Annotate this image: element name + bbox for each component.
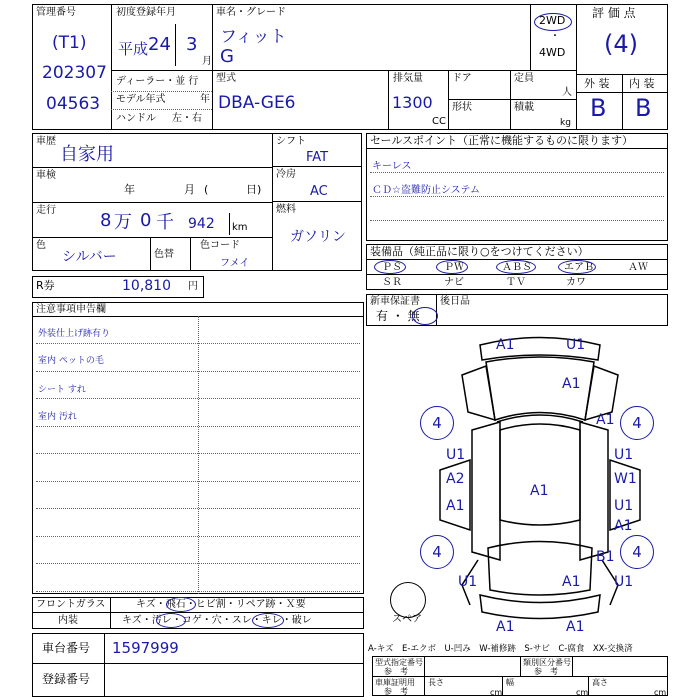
- warranty-opts: 有 ・ 無: [376, 309, 420, 323]
- ref-note: 参 考: [534, 667, 558, 676]
- disp-value: 1300: [392, 93, 433, 112]
- damage-code: A1: [596, 412, 615, 428]
- equip-mark-pw: [436, 260, 468, 274]
- equip-item: カワ: [566, 277, 586, 288]
- glass-label: フロントガラス: [36, 599, 106, 610]
- drive-2wd: 2WD: [539, 14, 566, 27]
- damage-code: A1: [496, 337, 515, 353]
- color-code: フメイ: [220, 258, 250, 269]
- equip-mark-abs: [496, 260, 536, 274]
- history-value: 自家用: [60, 144, 114, 165]
- note-item: 室内 汚れ: [38, 412, 77, 422]
- inspect-year: 年: [124, 183, 135, 196]
- disp-unit: CC: [432, 116, 446, 127]
- inspect-label: 車検: [36, 170, 56, 181]
- wheel-rear-right: 4: [620, 535, 654, 569]
- ref-length: 長さ: [428, 678, 444, 687]
- ref-cm: cm: [576, 688, 589, 697]
- damage-code: A1: [614, 518, 633, 534]
- damage-code: A1: [530, 483, 549, 499]
- mileage-sen-num: 0: [140, 210, 152, 231]
- spare-tire: [390, 582, 426, 618]
- color-change-label: 色替: [154, 249, 174, 260]
- disp-label: 排気量: [393, 73, 423, 84]
- sales-item: ＣＤ☆盗難防止システム: [372, 185, 480, 196]
- inner-text: キズ・汚レ・コゲ・穴・スレ・キレ・破レ: [122, 615, 312, 626]
- damage-code: A2: [446, 471, 465, 487]
- handle-opts: 左・右: [172, 113, 202, 124]
- model-year-label: モデル年式: [116, 94, 166, 105]
- interior-grade: B: [635, 94, 652, 122]
- car-name: フィット: [220, 27, 287, 47]
- capacity-unit: 人: [562, 87, 572, 98]
- mgmt-line2: 202307: [42, 63, 107, 83]
- note-item: シート すれ: [38, 385, 86, 395]
- exterior-grade: B: [590, 94, 607, 122]
- reg-year: 24: [148, 34, 171, 55]
- damage-code: U1: [446, 447, 466, 463]
- reg-month-unit: 月: [202, 56, 212, 67]
- ref-note: 参 考: [384, 687, 408, 696]
- ref-height: 高さ: [592, 678, 608, 687]
- mgmt-label: 管理番号: [36, 7, 76, 18]
- glass-mark: [166, 597, 196, 612]
- mileage-unit: km: [232, 222, 248, 233]
- equip-mark-airbag: [558, 260, 596, 274]
- mileage-sen: 千: [156, 212, 174, 233]
- exterior-label: 外 装: [584, 77, 610, 90]
- notes-ruled-line: [36, 453, 360, 454]
- mileage-man-num: 8: [100, 210, 112, 231]
- ref-type-cert: 型式指定番号: [375, 658, 423, 667]
- note-item: 室内 ペットの毛: [38, 356, 104, 366]
- wheel-rear-left: 4: [420, 535, 454, 569]
- mileage-label: 走行: [36, 205, 56, 216]
- inner-label: 内装: [58, 615, 78, 626]
- mileage-rest: 942: [188, 216, 215, 232]
- type-value: DBA-GE6: [218, 93, 296, 113]
- ref-reg-cert: 車庫証明用: [375, 678, 415, 687]
- notes-label: 注意事項申告欄: [36, 304, 106, 315]
- damage-code: A1: [562, 574, 581, 590]
- handle-label: ハンドル: [116, 113, 156, 124]
- reg-era: 平成: [118, 40, 149, 58]
- wheel-front-right: 4: [620, 406, 654, 440]
- color-label: 色: [36, 240, 46, 251]
- warranty-label: 新車保証書: [370, 296, 420, 307]
- name-label: 車名・グレード: [216, 7, 286, 18]
- ref-width: 幅: [506, 678, 514, 687]
- notes-ruled-line: [36, 398, 360, 399]
- notes-ruled-line: [36, 426, 360, 427]
- model-year-unit: 年: [200, 94, 210, 105]
- damage-code: A1: [566, 619, 585, 635]
- wheel-front-left: 4: [420, 406, 454, 440]
- equip-item: ＰＳ: [382, 262, 402, 273]
- mgmt-line1: (T1): [52, 33, 87, 53]
- warranty-mark: [412, 307, 438, 325]
- inspect-month: 月: [184, 183, 195, 196]
- notes-ruled-line: [36, 508, 360, 509]
- equip-item: ナビ: [444, 277, 464, 288]
- inner-mark-wear: [252, 613, 284, 628]
- equip-item: ＡＢＳ: [502, 262, 532, 273]
- damage-code: U1: [614, 447, 634, 463]
- damage-code: U1: [566, 337, 586, 353]
- spare-label: スペア: [392, 614, 422, 625]
- recycle-unit: 円: [188, 281, 198, 292]
- score-value: (4): [604, 30, 638, 58]
- equip-item: ＳＲ: [382, 277, 402, 288]
- mileage-man: 万: [114, 212, 132, 233]
- damage-code: W1: [614, 471, 637, 487]
- notes-ruled-line: [36, 563, 360, 564]
- capacity-label: 定員: [514, 73, 534, 84]
- damage-code: A1: [446, 498, 465, 514]
- score-label: 評 価 点: [592, 6, 636, 20]
- car-grade: G: [220, 46, 234, 67]
- damage-legend: A-キズ E-エクボ U-凹み W-補修跡 S-サビ C-腐食 XX-交換済: [368, 644, 633, 654]
- damage-code: U1: [614, 498, 634, 514]
- notes-ruled-line: [36, 343, 360, 344]
- shape-label: 形状: [452, 102, 472, 113]
- load-unit: kg: [560, 118, 571, 128]
- equip-item: エアＢ: [564, 262, 594, 273]
- inspect-open: (: [204, 183, 209, 196]
- ref-cm: cm: [654, 688, 667, 697]
- sales-label: セールスポイント（正常に機能するものに限ります）: [370, 134, 634, 147]
- ref-note: 参 考: [384, 667, 408, 676]
- chassis-label: 車台番号: [42, 641, 91, 655]
- equip-item: ＡＷ: [628, 262, 648, 273]
- mgmt-line3: 04563: [46, 94, 101, 114]
- drive-4wd: 4WD: [539, 46, 566, 59]
- equip-item: ＴＶ: [506, 277, 526, 288]
- chassis-value: 1597999: [112, 639, 179, 657]
- type-label: 型式: [216, 73, 236, 84]
- sales-item: キーレス: [372, 161, 412, 172]
- load-label: 積載: [514, 102, 534, 113]
- ref-cm: cm: [490, 688, 503, 697]
- history-label: 車歴: [36, 136, 56, 147]
- plate-label: 登録番号: [42, 672, 91, 686]
- ac-label: 冷房: [276, 169, 296, 180]
- recycle-frame: [32, 276, 204, 298]
- door-label: ドア: [452, 73, 472, 84]
- note-item: 外装仕上げ跡有り: [38, 329, 111, 339]
- ac-value: AC: [310, 184, 328, 199]
- color-value: シルバー: [62, 249, 117, 265]
- shift-label: シフト: [276, 136, 306, 147]
- glass-text: キズ・飛石・ヒビ割・リペア跡・Ｘ要: [136, 599, 306, 610]
- ref-category: 類別区分番号: [523, 658, 571, 667]
- notes-ruled-line: [36, 536, 360, 537]
- manual-label: 後日品: [440, 296, 470, 307]
- damage-code: A1: [496, 619, 515, 635]
- damage-code: A1: [562, 376, 581, 392]
- fuel-value: ガソリン: [290, 229, 346, 245]
- equip-mark-ps: [374, 260, 406, 274]
- damage-code: B1: [596, 549, 615, 565]
- notes-ruled-line: [36, 591, 360, 592]
- inspect-day: 日): [246, 183, 262, 196]
- notes-ruled-line: [36, 371, 360, 372]
- reg-label: 初度登録年月: [116, 7, 176, 18]
- damage-code: U1: [458, 574, 478, 590]
- damage-code: U1: [614, 574, 634, 590]
- header-frame: [32, 4, 668, 130]
- drive-dot: ・: [550, 31, 560, 42]
- fuel-label: 燃料: [276, 204, 296, 215]
- equip-label: 装備品（純正品に限り○をつけてください）: [370, 245, 589, 258]
- notes-ruled-line: [36, 481, 360, 482]
- inner-mark-dirt: [156, 613, 186, 628]
- recycle-label: R券: [36, 279, 55, 292]
- recycle-value: 10,810: [122, 278, 171, 294]
- shift-value: FAT: [306, 150, 329, 165]
- reg-month: 3: [186, 34, 198, 55]
- interior-label: 内 装: [629, 77, 655, 90]
- equip-item: ＰＷ: [444, 262, 464, 273]
- dealer-label: ディーラー・並 行: [116, 76, 199, 87]
- color-code-label: 色コード: [200, 240, 240, 251]
